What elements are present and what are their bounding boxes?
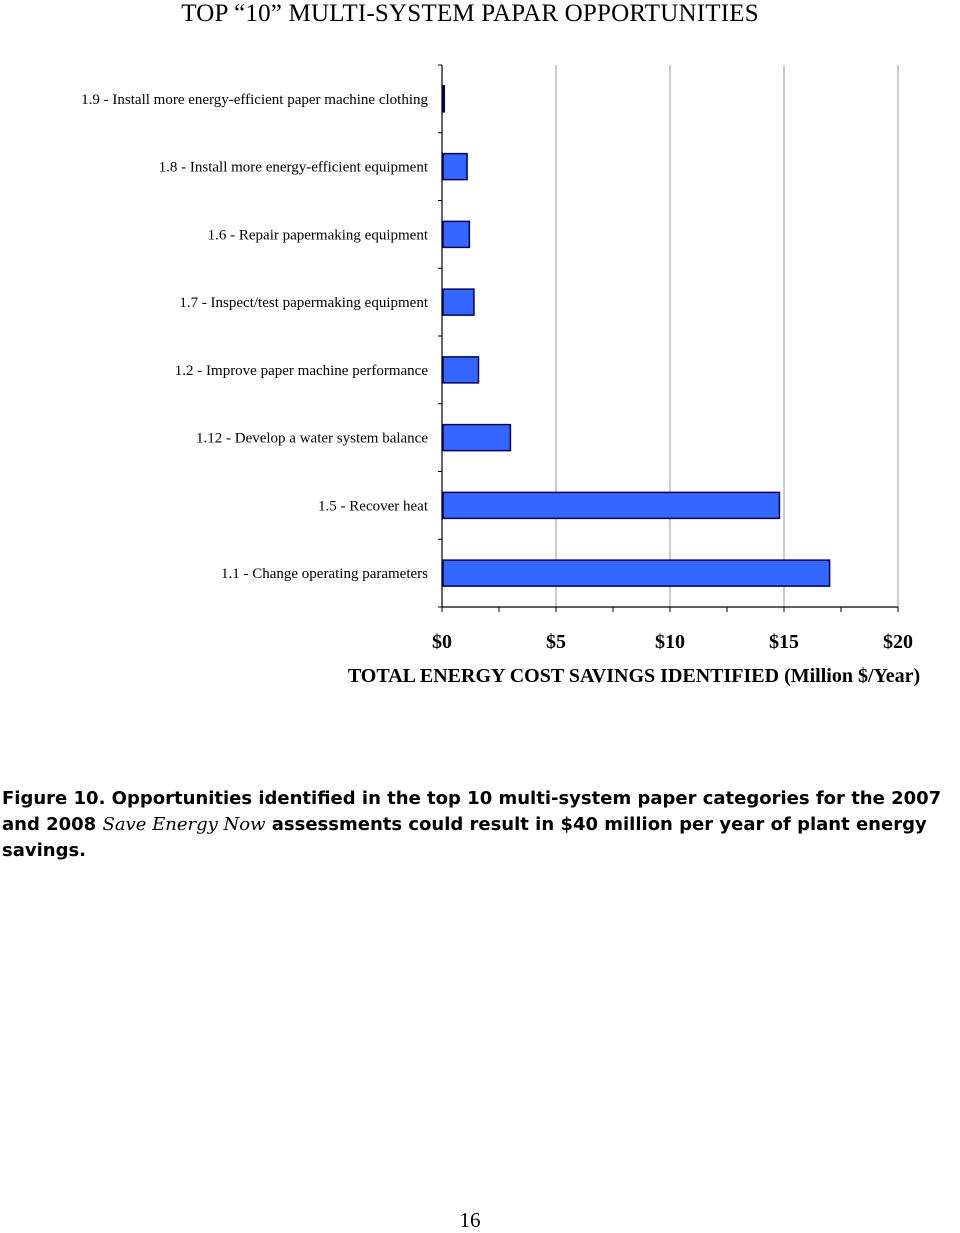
category-label: 1.2 - Improve paper machine performance [174, 362, 428, 379]
x-tick-label: $5 [546, 631, 566, 653]
x-tick-labels [432, 631, 913, 653]
x-tick-label: $20 [883, 631, 913, 653]
category-label: 1.1 - Change operating parameters [220, 566, 428, 583]
category-label: 1.5 - Recover heat [318, 498, 428, 515]
figure-caption [2, 786, 952, 864]
caption-text: Figure 10. Opportunities identified in the top 10 multi-system paper categories for the 2007 and 2008 [2, 788, 942, 835]
caption-italic: Save Energy Now [102, 814, 266, 835]
bar [443, 221, 469, 247]
bar-chart [0, 55, 960, 705]
caption-text-end: assessments could result in $40 million per year of plant energy savings. [2, 814, 927, 861]
category-label: 1.12 - Develop a water system balance [196, 430, 428, 447]
x-tick-label: $10 [655, 631, 685, 653]
bar [443, 492, 779, 518]
bar [443, 560, 830, 586]
bar [443, 86, 444, 112]
category-label: 1.9 - Install more energy-efficient paper machine clothing [81, 91, 428, 108]
category-label: 1.8 - Install more energy-efficient equipment [158, 159, 428, 176]
x-tick-label: $0 [432, 631, 452, 653]
bar [443, 289, 474, 315]
category-label: 1.6 - Repair papermaking equipment [207, 227, 428, 244]
page-number: 16 [459, 1208, 481, 1232]
x-axis-title: TOTAL ENERGY COST SAVINGS IDENTIFIED (Million $/Year) [347, 665, 921, 687]
x-tick-label: $15 [769, 631, 799, 653]
grid-lines [556, 65, 898, 607]
category-labels [81, 92, 429, 582]
category-label: 1.7 - Inspect/test papermaking equipment [179, 295, 428, 312]
bar [443, 357, 478, 383]
bar [443, 425, 510, 451]
bars [443, 86, 830, 586]
page-title: TOP “10” MULTI-SYSTEM PAPAR OPPORTUNITIES [181, 0, 759, 27]
axes [438, 65, 898, 612]
bar [443, 154, 467, 180]
